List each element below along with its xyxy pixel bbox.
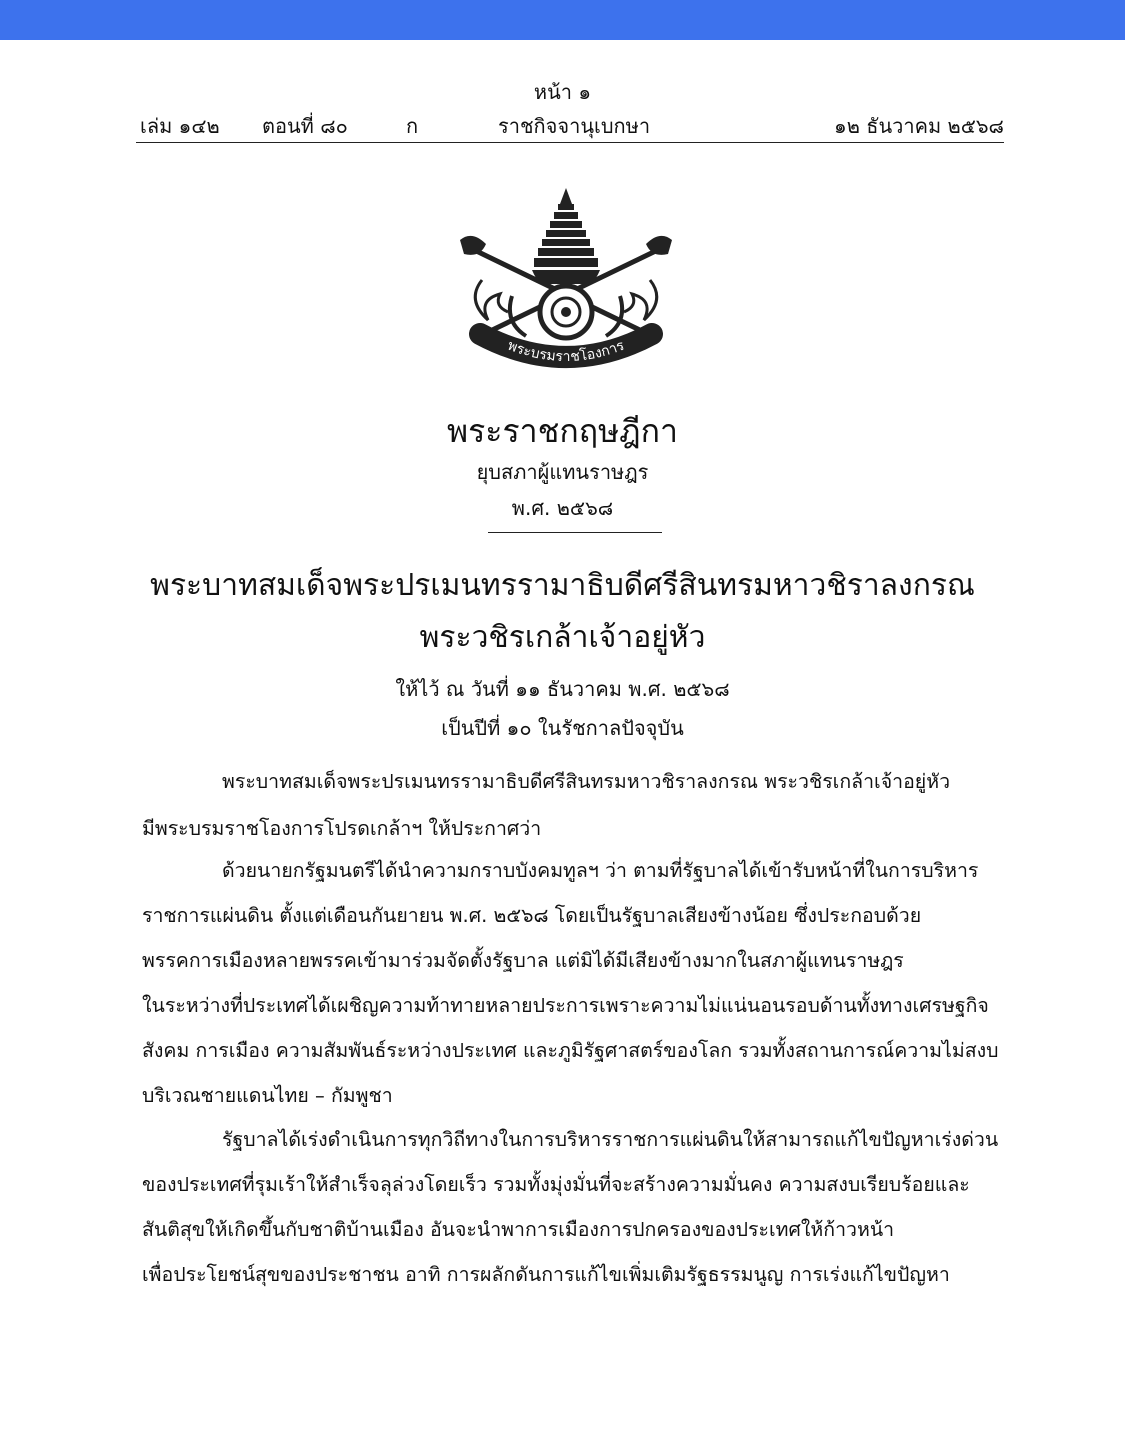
gazette-header — [140, 110, 1004, 140]
royal-seal-emblem-icon — [452, 184, 680, 376]
body-line: สันติสุขให้เกิดขึ้นกับชาติบ้านเมือง อันจะนำพาการเมืองการปกครองของประเทศให้ก้าวหน้า — [142, 1218, 895, 1241]
top-bar — [0, 0, 1125, 40]
decree-subtitle: ยุบสภาผู้แทนราษฎร — [476, 460, 649, 484]
king-name-line-1: พระบาทสมเด็จพระปรเมนทรรามาธิบดีศรีสินทรมหาวชิราลงกรณ — [150, 568, 975, 603]
body-line: พรรคการเมืองหลายพรรคเข้ามาร่วมจัดตั้งรัฐบาล แต่มิได้มีเสียงข้างมากในสภาผู้แทนราษฎร — [142, 949, 904, 972]
body-line: พระบาทสมเด็จพระปรเมนทรรามาธิบดีศรีสินทรมหาวชิราลงกรณ พระวชิรเกล้าเจ้าอยู่หัว — [222, 770, 951, 793]
body-line: ในระหว่างที่ประเทศได้เผชิญความท้าทายหลายประการเพราะความไม่แน่นอนรอบด้านทั้งทางเศรษฐกิจ — [142, 994, 989, 1017]
body-line: ของประเทศที่รุมเร้าให้สำเร็จลุล่วงโดยเร็ว รวมทั้งมุ่งมั่นที่จะสร้างความมั่นคง ความสงบเรียบร้อยและ — [142, 1173, 970, 1196]
decree-year: พ.ศ. ๒๕๖๘ — [511, 496, 614, 520]
svg-text:พระบรมราชโองการ: พระบรมราชโองการ — [505, 337, 627, 366]
part-label: ก — [406, 114, 419, 138]
king-name-line-2: พระวชิรเกล้าเจ้าอยู่หัว — [419, 620, 706, 655]
header-divider — [136, 142, 1004, 143]
body-line: บริเวณชายแดนไทย – กัมพูชา — [142, 1084, 393, 1107]
gazette-name: ราชกิจจานุเบกษา — [498, 114, 651, 138]
volume-label: เล่ม ๑๔๒ — [140, 114, 220, 138]
gazette-date: ๑๒ ธันวาคม ๒๕๖๘ — [834, 114, 1004, 138]
decree-title: พระราชกฤษฎีกา — [446, 412, 678, 450]
body-line: ด้วยนายกรัฐมนตรีได้นำความกราบบังคมทูลฯ ว่า ตามที่รัฐบาลได้เข้ารับหน้าที่ในการบริหาร — [222, 859, 979, 882]
given-date: ให้ไว้ ณ วันที่ ๑๑ ธันวาคม พ.ศ. ๒๕๖๘ — [395, 677, 730, 701]
section-label: ตอนที่ ๘๐ — [262, 114, 348, 138]
body-line: ราชการแผ่นดิน ตั้งแต่เดือนกันยายน พ.ศ. ๒๕๖๘ โดยเป็นรัฐบาลเสียงข้างน้อย ซึ่งประกอบด้วย — [142, 904, 922, 927]
body-line: รัฐบาลได้เร่งดำเนินการทุกวิถีทางในการบริหารราชการแผ่นดินให้สามารถแก้ไขปัญหาเร่งด่วน — [222, 1128, 999, 1151]
page-number: หน้า ๑ — [533, 80, 592, 104]
title-rule — [488, 532, 662, 533]
body-line: สังคม การเมือง ความสัมพันธ์ระหว่างประเทศ และภูมิรัฐศาสตร์ของโลก รวมทั้งสถานการณ์ความไม่สงบ — [142, 1039, 999, 1062]
body-line: เพื่อประโยชน์สุขของประชาชน อาทิ การผลักดันการแก้ไขเพิ่มเติมรัฐธรรมนูญ การเร่งแก้ไขปัญหา — [142, 1263, 950, 1286]
reign-year: เป็นปีที่ ๑๐ ในรัชกาลปัจจุบัน — [441, 716, 684, 740]
body-line: มีพระบรมราชโองการโปรดเกล้าฯ ให้ประกาศว่า — [142, 817, 542, 840]
